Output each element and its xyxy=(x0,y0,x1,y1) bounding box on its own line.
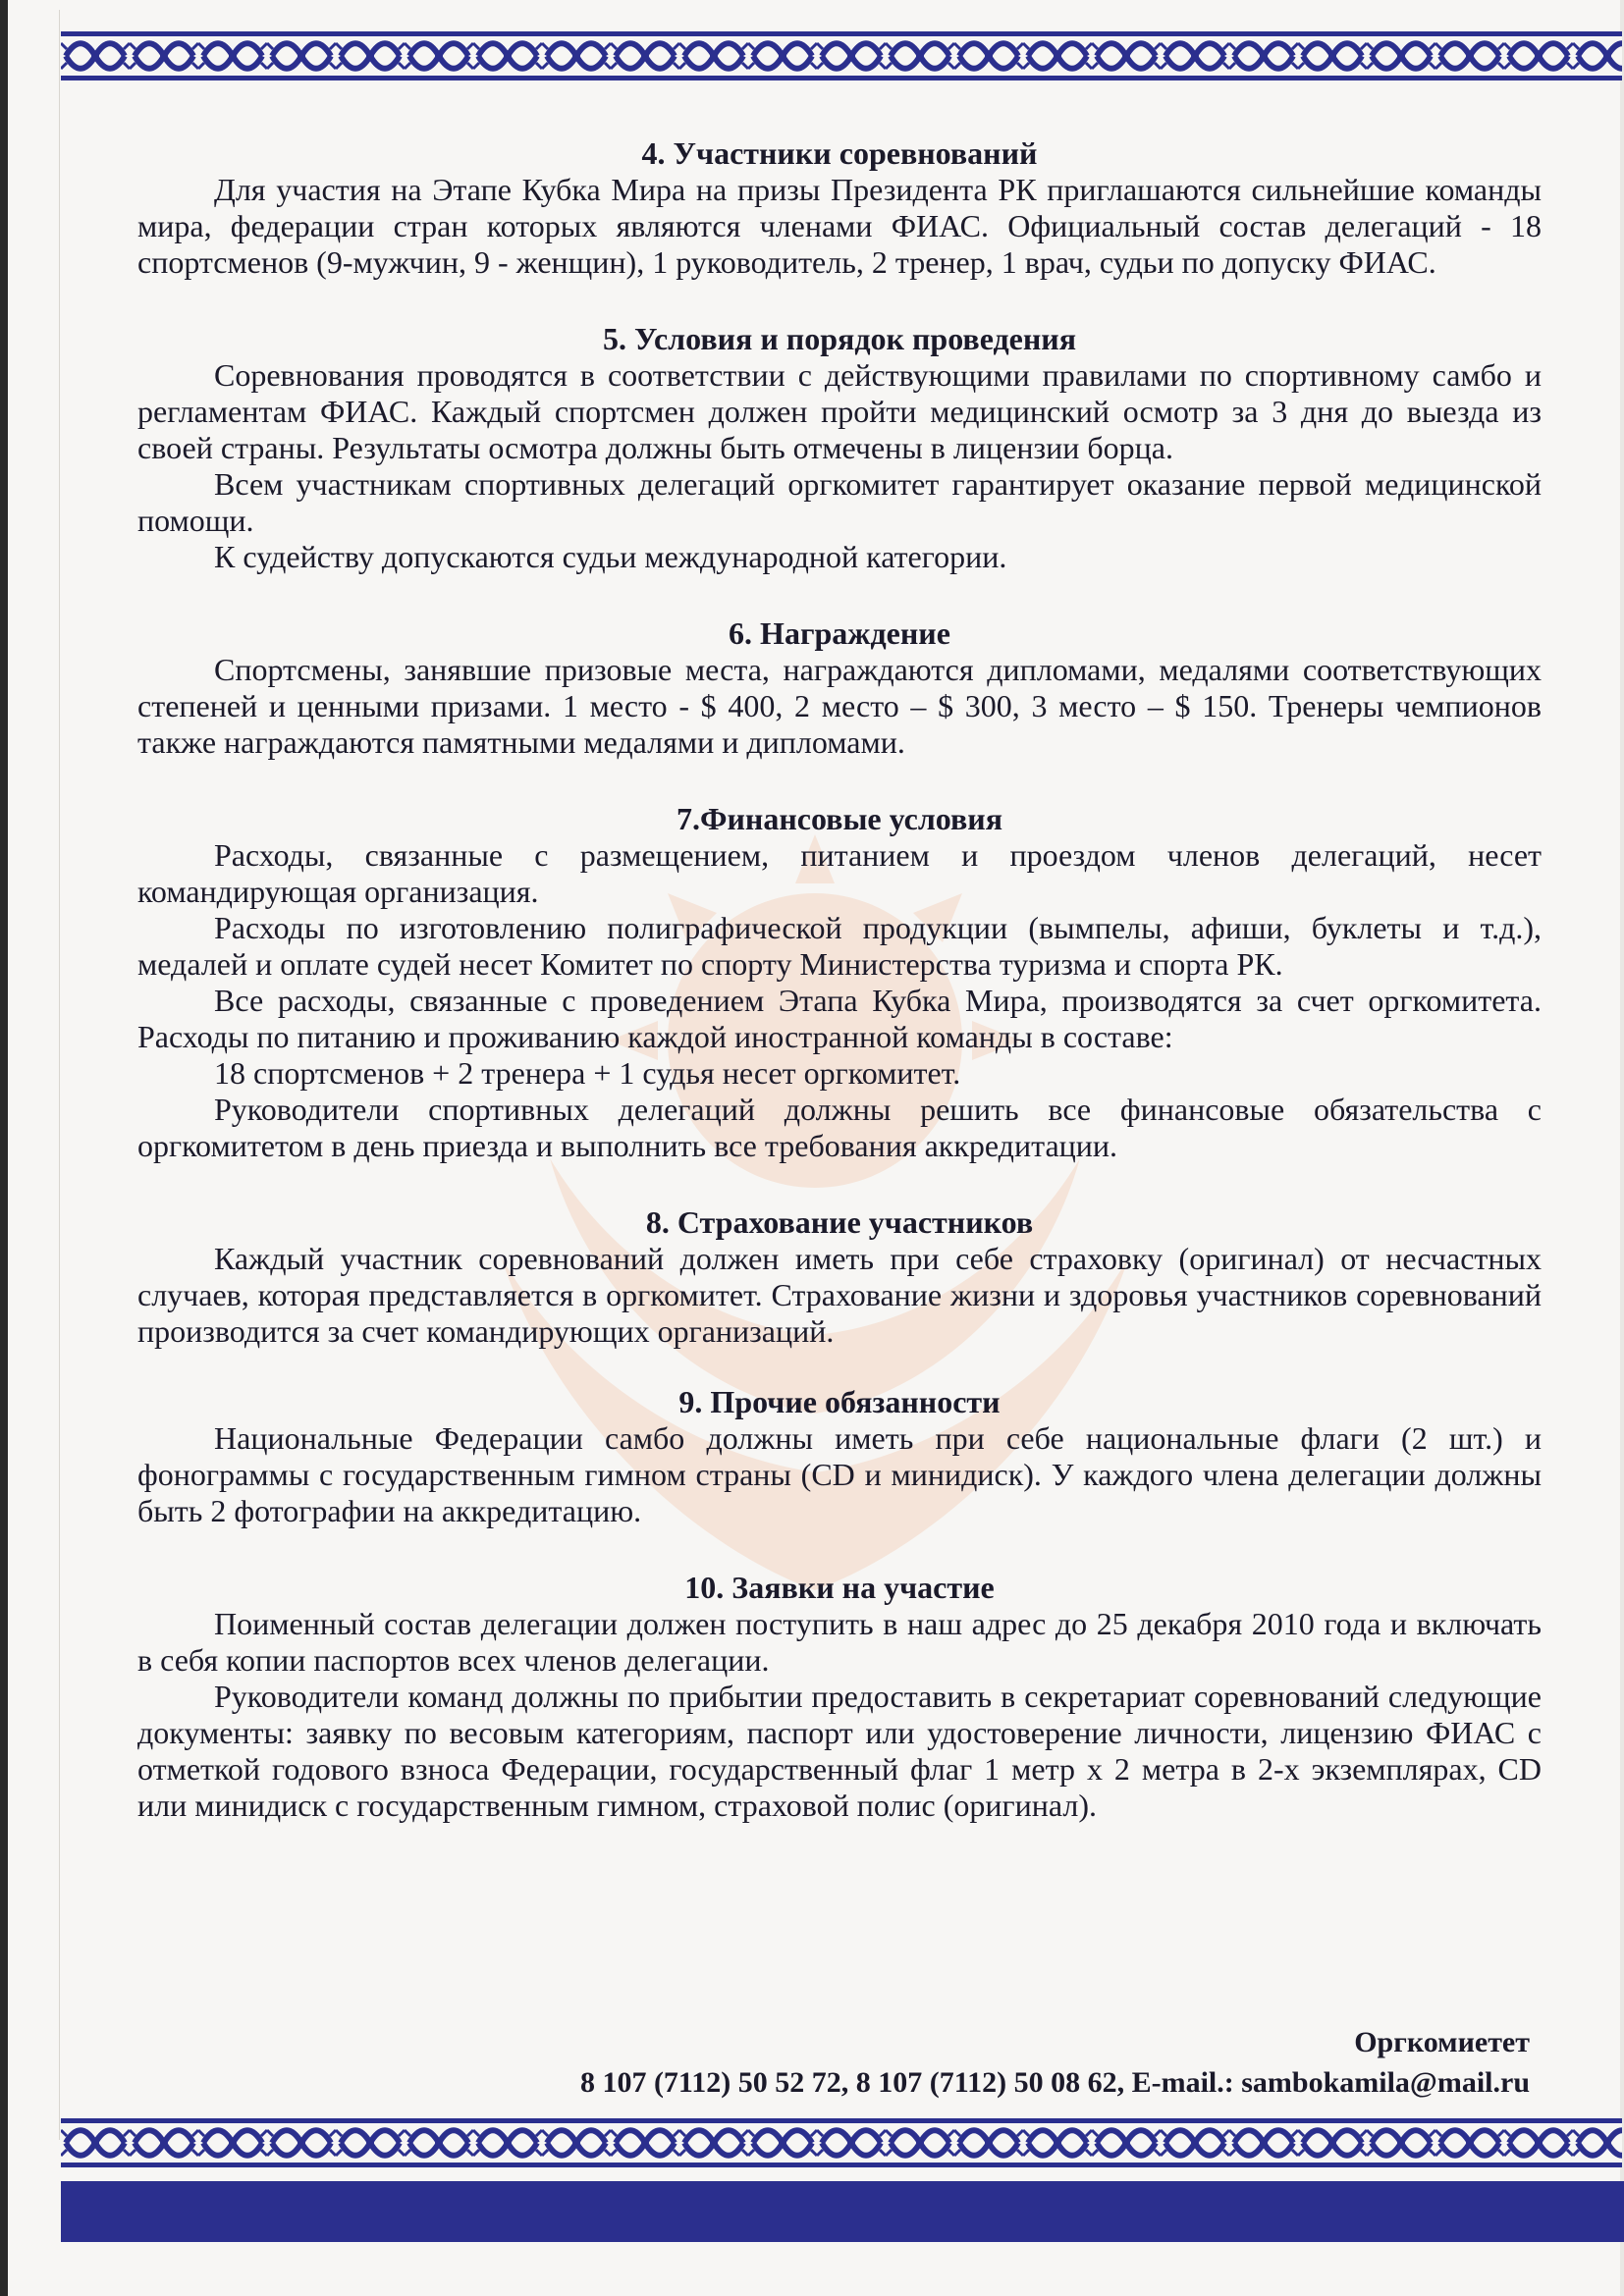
top-ornament-border xyxy=(61,31,1622,80)
section-other-duties xyxy=(137,1383,1542,1529)
paragraph: Для участия на Этапе Кубка Мира на призы Президента РК приглашаются сильнейшие команды мира, федерации стран которых являются членами ФИАС. Официальный состав делегаций - 18 спортсменов (9-мужчин, 9 - женщин), 1 руководитель, 2 тренер, 1 врач, судьи по допуску ФИАС. xyxy=(137,172,1542,280)
section-conditions xyxy=(137,320,1542,575)
document-body xyxy=(137,134,1542,1824)
section-title: 6. Награждение xyxy=(729,615,950,651)
paragraph: К судейству допускаются судьи международной категории. xyxy=(214,539,1007,574)
ornament-band-icon xyxy=(61,2118,1622,2167)
paragraph: Всем участникам спортивных делегаций оргкомитет гарантирует оказание первой медицинской помощи. xyxy=(137,466,1542,538)
paragraph: Руководители спортивных делегаций должны решить все финансовые обязательства с оргкомитетом в день приезда и выполнить все требования аккредитации. xyxy=(137,1092,1542,1163)
section-insurance xyxy=(137,1203,1542,1350)
section-awards xyxy=(137,614,1542,761)
page-border-line xyxy=(59,10,60,2140)
paragraph: Руководители команд должны по прибытии предоставить в секретариат соревнований следующие документы: заявку по весовым категориям, паспорт или удостоверение личности, лицензию ФИАС с отметкой годового взноса Федерации, государственный флаг 1 метр х 2 метра в 2-х экземплярах, CD или минидиск с государственным гимном, страховой полис (оригинал). xyxy=(137,1679,1542,1823)
paragraph: Спортсмены, занявшие призовые места, награждаются дипломами, медалями соответствующих степеней и ценными призами. 1 место - $ 400, 2 место – $ 300, 3 место – $ 150. Тренеры чемпионов также награждаются памятными медалями и дипломами. xyxy=(137,652,1542,760)
section-participants xyxy=(137,134,1542,281)
signature: Оргкомиетет xyxy=(1354,2026,1530,2058)
scan-edge xyxy=(0,0,8,2296)
ornament-band-icon xyxy=(61,31,1622,80)
section-applications xyxy=(137,1569,1542,1824)
scan-edge-right xyxy=(1620,0,1624,2296)
section-title: 4. Участники соревнований xyxy=(641,135,1038,171)
section-title: 9. Прочие обязанности xyxy=(678,1384,1001,1419)
paragraph: Соревнования проводятся в соответствии с действующими правилами по спортивному самбо и регламентам ФИАС. Каждый спортсмен должен пройти медицинский осмотр за 3 дня до выезда из своей страны. Результаты осмотра должны быть отмечены в лицензии борца. xyxy=(137,357,1542,465)
section-title: 5. Условия и порядок проведения xyxy=(602,321,1077,356)
paragraph: 18 спортсменов + 2 тренера + 1 судья несет оргкомитет. xyxy=(214,1055,961,1091)
section-financial xyxy=(137,800,1542,1164)
footer-contacts xyxy=(580,2022,1530,2103)
paragraph: Все расходы, связанные с проведением Этапа Кубка Мира, производятся за счет оргкомитета. Расходы по питанию и проживанию каждой иностранной команды в составе: xyxy=(137,983,1542,1054)
contact-line: 8 107 (7112) 50 52 72, 8 107 (7112) 50 08 62, E-mail.: sambokamila@mail.ru xyxy=(579,2066,1530,2099)
section-title: 7.Финансовые условия xyxy=(676,801,1003,836)
section-title: 10. Заявки на участие xyxy=(684,1570,995,1605)
bottom-ornament-border xyxy=(61,2118,1622,2167)
bottom-color-bar xyxy=(61,2181,1624,2242)
section-title: 8. Страхование участников xyxy=(645,1204,1034,1240)
paragraph: Расходы, связанные с размещением, питанием и проездом членов делегаций, несет командирующая организация. xyxy=(137,837,1542,909)
paragraph: Поименный состав делегации должен поступить в наш адрес до 25 декабря 2010 года и включать в себя копии паспортов всех членов делегации. xyxy=(137,1606,1542,1678)
paragraph: Расходы по изготовлению полиграфической продукции (вымпелы, афиши, буклеты и т.д.), медалей и оплате судей несет Комитет по спорту Министерства туризма и спорта РК. xyxy=(137,910,1542,982)
paragraph: Каждый участник соревнований должен иметь при себе страховку (оригинал) от несчастных случаев, которая представляется в оргкомитет. Страхование жизни и здоровья участников соревнований производится за счет командирующих организаций. xyxy=(137,1241,1542,1349)
paragraph: Национальные Федерации самбо должны иметь при себе национальные флаги (2 шт.) и фонограммы с государственным гимном страны (CD и минидиск). У каждого члена делегации должны быть 2 фотографии на аккредитацию. xyxy=(137,1420,1542,1528)
